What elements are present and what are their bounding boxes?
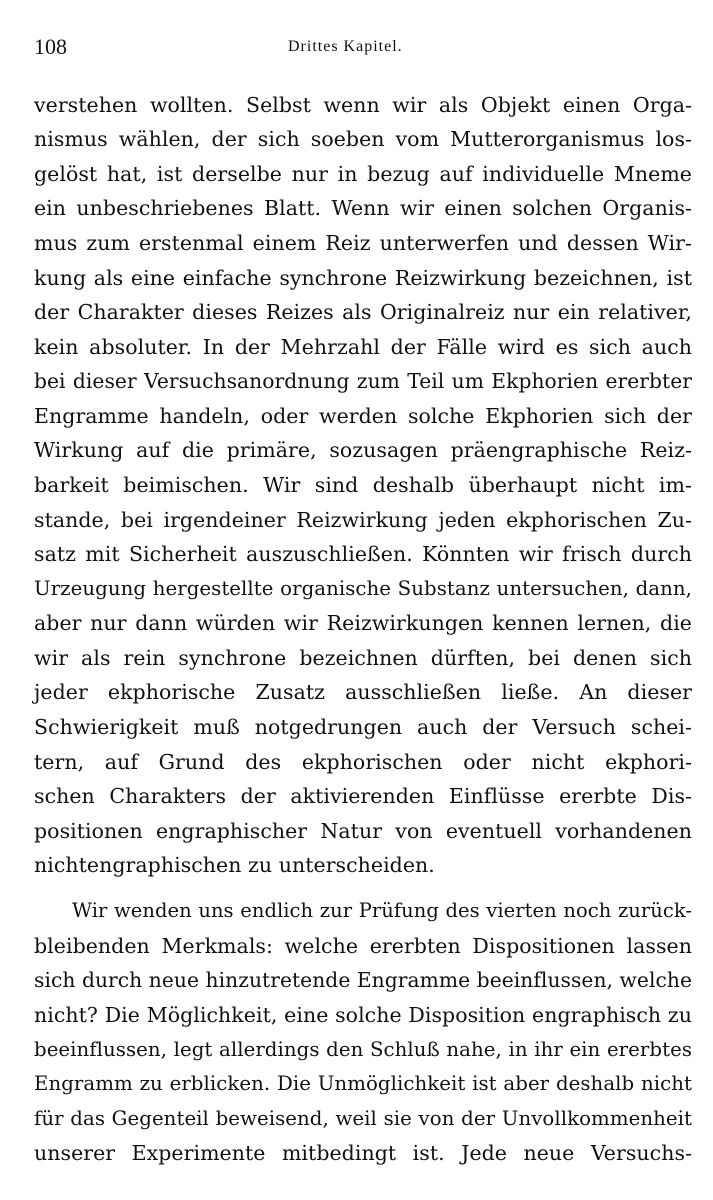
text-line: tern, auf Grund des ekphorischen oder nicht ekphori-	[34, 750, 692, 774]
text-line: kein absoluter. In der Mehrzahl der Fälle wird es sich auch	[34, 335, 692, 359]
text-line: sich durch neue hinzutretende Engramme beeinflussen, welche	[34, 968, 692, 992]
text-line: stande, bei irgendeiner Reizwirkung jeden ekphorischen Zu-	[34, 508, 692, 532]
text-line: Wir wenden uns endlich zur Prüfung des vierten noch zurück-	[72, 899, 692, 922]
text-line: verstehen wollten. Selbst wenn wir als Objekt einen Orga-	[34, 93, 692, 117]
text-line: ein unbeschriebenes Blatt. Wenn wir einen solchen Organis-	[34, 196, 692, 220]
text-line: Engramm zu erblicken. Die Unmöglichkeit ist aber deshalb nicht	[34, 1072, 692, 1095]
text-line: bleibenden Merkmals: welche ererbten Dispositionen lassen	[34, 934, 692, 958]
text-line: barkeit beimischen. Wir sind deshalb überhaupt nicht im-	[34, 473, 692, 497]
text-line: wir als rein synchrone bezeichnen dürften, bei denen sich	[34, 646, 692, 670]
text-line: aber nur dann würden wir Reizwirkungen kennen lernen, die	[34, 611, 692, 635]
text-line: bei dieser Versuchsanordnung zum Teil um Ekphorien ererbter	[34, 369, 692, 393]
text-line: der Charakter dieses Reizes als Originalreiz nur ein relativer,	[34, 300, 692, 324]
text-line: nicht? Die Möglichkeit, eine solche Disposition engraphisch zu	[34, 1003, 692, 1027]
text-line: nichtengraphischen zu unterscheiden.	[34, 853, 435, 877]
text-line: nismus wählen, der sich soeben vom Mutterorganismus los-	[34, 127, 692, 151]
text-line: kung als eine einfache synchrone Reizwirkung bezeichnen, ist	[34, 266, 692, 290]
text-line: für das Gegenteil beweisend, weil sie von der Unvollkommenheit	[34, 1107, 692, 1130]
page-header	[34, 34, 686, 74]
text-line: positionen engraphischer Natur von eventuell vorhandenen	[34, 819, 692, 843]
text-line: beeinflussen, legt allerdings den Schluß nahe, in ihr ein ererbtes	[34, 1038, 692, 1061]
running-head: Drittes Kapitel.	[288, 38, 403, 55]
text-line: Engramme handeln, oder werden solche Ekphorien sich der	[34, 404, 692, 428]
text-line: satz mit Sicherheit auszuschließen. Könnten wir frisch durch	[34, 542, 692, 566]
text-line: Wirkung auf die primäre, sozusagen präengraphische Reiz-	[34, 438, 692, 462]
text-line: Urzeugung hergestellte organische Substanz untersuchen, dann,	[34, 577, 692, 600]
text-line: gelöst hat, ist derselbe nur in bezug auf individuelle Mneme	[34, 162, 692, 186]
text-line: Schwierigkeit muß notgedrungen auch der Versuch schei-	[34, 715, 692, 739]
text-line: jeder ekphorische Zusatz ausschließen ließe. An dieser	[34, 680, 692, 704]
text-line: mus zum erstenmal einem Reiz unterwerfen und dessen Wir-	[34, 231, 692, 255]
text-line: unserer Experimente mitbedingt ist. Jede neue Versuchs-	[34, 1141, 692, 1165]
text-line: schen Charakters der aktivierenden Einflüsse ererbte Dis-	[34, 784, 692, 808]
page-number: 108	[34, 34, 67, 59]
